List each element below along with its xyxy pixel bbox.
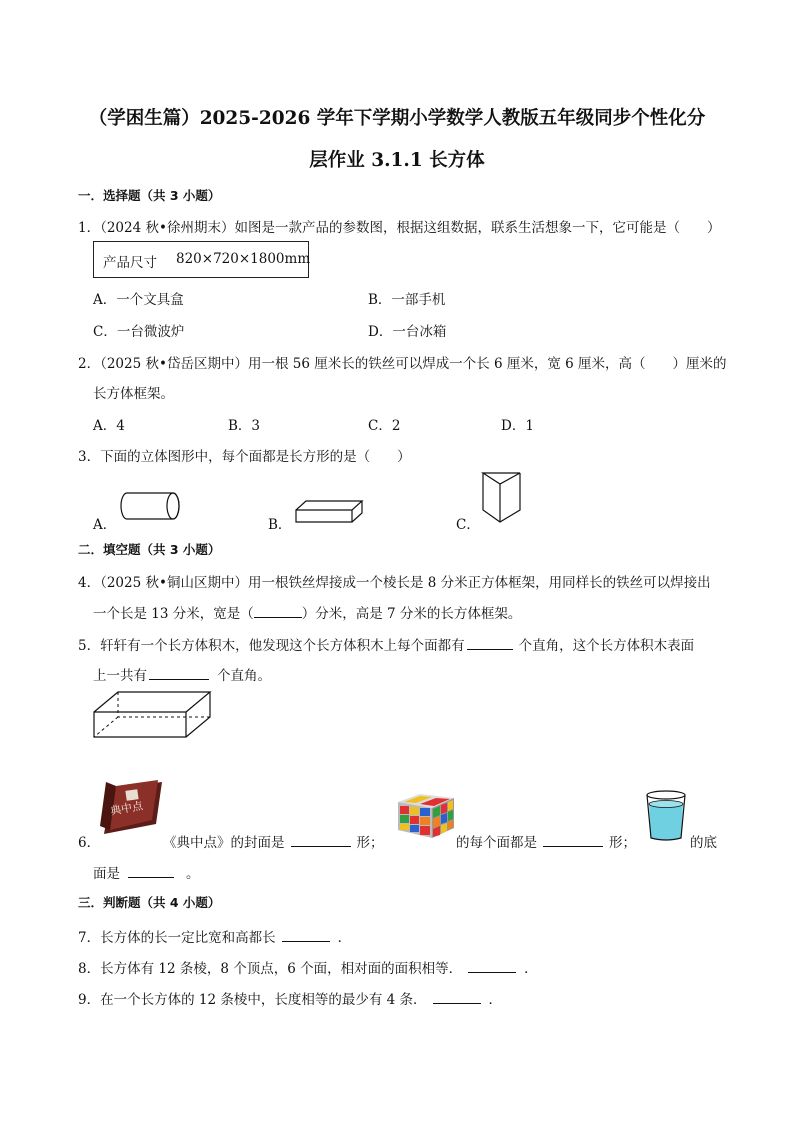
q7-answer-blank[interactable] <box>282 927 330 942</box>
question-6-part1 <box>163 831 384 851</box>
question-6-line2 <box>93 862 200 882</box>
question-7 <box>78 926 351 946</box>
q6-text-4: 形； <box>609 835 636 851</box>
question-9 <box>78 988 502 1008</box>
question-8 <box>78 957 538 977</box>
cuboid-icon <box>294 498 370 526</box>
page-title: （学困生篇）2025-2026 学年下学期小学数学人教版五年级同步个性化分 <box>88 108 706 129</box>
question-3-text: 3．下面的立体图形中，每个面都是长方形的是（ ） <box>78 449 411 465</box>
question-1-text: 1．（2024 秋•徐州期末）如图是一款产品的参数图，根据这组数据，联系生活想象一下，它可能是（ ） <box>78 220 721 236</box>
question-2-line2: 长方体框架。 <box>93 386 174 402</box>
cylinder-icon <box>118 490 182 526</box>
q1-option-c[interactable]: C．一台微波炉 <box>93 324 185 340</box>
q2-option-b[interactable]: B．3 <box>228 418 261 434</box>
product-size-value: 820×720×1800mm <box>176 251 311 267</box>
q4-answer-blank[interactable] <box>254 603 302 618</box>
rubiks-cube-icon <box>396 788 456 840</box>
q2-option-a[interactable]: A．4 <box>93 418 125 434</box>
prism-icon <box>480 470 524 526</box>
question-6-number: 6． <box>78 835 101 851</box>
question-4-line2 <box>93 602 521 622</box>
cuboid-diagram <box>92 690 216 740</box>
question-5-line1 <box>78 634 694 654</box>
q8-text: 8．长方体有 12 条棱，8 个顶点，6 个面，相对面的面积相等． <box>78 961 463 977</box>
q6-line2-pre: 面是 <box>93 866 120 882</box>
question-5-line2 <box>93 664 271 684</box>
section-heading-choice: 一．选择题（共 3 小题） <box>78 188 221 203</box>
q6-answer-blank-2[interactable] <box>543 832 603 847</box>
page-title-line2: 层作业 3.1.1 长方体 <box>309 150 485 171</box>
q5-line1-post: 个直角，这个长方体积木表面 <box>518 638 695 654</box>
q1-option-b[interactable]: B．一部手机 <box>368 292 446 308</box>
q9-post: ． <box>488 992 503 1008</box>
q5-line2-post: 个直角。 <box>217 668 271 684</box>
q6-text-5: 的底 <box>690 835 717 851</box>
q9-text: 9．在一个长方体的 12 条棱中，长度相等的最少有 4 条． <box>78 992 427 1008</box>
q4-line2-post: ）分米，高是 7 分米的长方体框架。 <box>301 606 522 622</box>
product-size-label: 产品尺寸 <box>103 255 157 271</box>
q2-option-c[interactable]: C．2 <box>368 418 401 434</box>
q7-text: 7．长方体的长一定比宽和高都长 <box>78 930 276 946</box>
q5-answer-blank-2[interactable] <box>149 665 209 680</box>
q5-answer-blank-1[interactable] <box>467 635 513 650</box>
section-heading-fill: 二．填空题（共 3 小题） <box>78 542 221 557</box>
q6-text-1: 《典中点》的封面是 <box>163 835 285 851</box>
q8-answer-blank[interactable] <box>468 958 516 973</box>
q3-option-b[interactable]: B． <box>268 517 292 533</box>
q1-option-d[interactable]: D．一台冰箱 <box>368 324 447 340</box>
product-size-box <box>93 241 309 278</box>
q3-option-a[interactable]: A． <box>93 517 117 533</box>
q6-text-3: 的每个面都是 <box>456 835 537 851</box>
book-cover-label: 典中点 <box>109 799 144 818</box>
q4-line2-pre: 一个长是 13 分米，宽是（ <box>93 606 254 622</box>
section-heading-judge: 三．判断题（共 4 小题） <box>78 895 221 910</box>
q8-post: ． <box>524 961 538 977</box>
q5-line2-pre: 上一共有 <box>93 668 147 684</box>
water-glass-icon <box>645 790 687 842</box>
q1-option-a[interactable]: A．一个文具盒 <box>93 292 184 308</box>
q9-answer-blank[interactable] <box>433 989 481 1004</box>
q3-option-c[interactable]: C． <box>456 517 480 533</box>
q7-post: ． <box>337 930 352 946</box>
q6-line2-post: 。 <box>186 866 200 882</box>
q6-text-2: 形； <box>356 835 384 851</box>
question-6-part2 <box>456 831 636 851</box>
q6-answer-blank-3[interactable] <box>128 863 174 878</box>
q6-answer-blank-1[interactable] <box>291 832 351 847</box>
q5-line1-pre: 5．轩轩有一个长方体积木，他发现这个长方体积木上每个面都有 <box>78 638 465 654</box>
question-2-line1: 2．（2025 秋•岱岳区期中）用一根 56 厘米长的铁丝可以焊成一个长 6 厘米，宽 6 厘米，高（ ）厘米的 <box>78 356 727 372</box>
question-4-line1: 4．（2025 秋•铜山区期中）用一根铁丝焊接成一个棱长是 8 分米正方体框架，用同样长的铁丝可以焊接出 <box>78 575 711 591</box>
q2-option-d[interactable]: D．1 <box>501 418 534 434</box>
